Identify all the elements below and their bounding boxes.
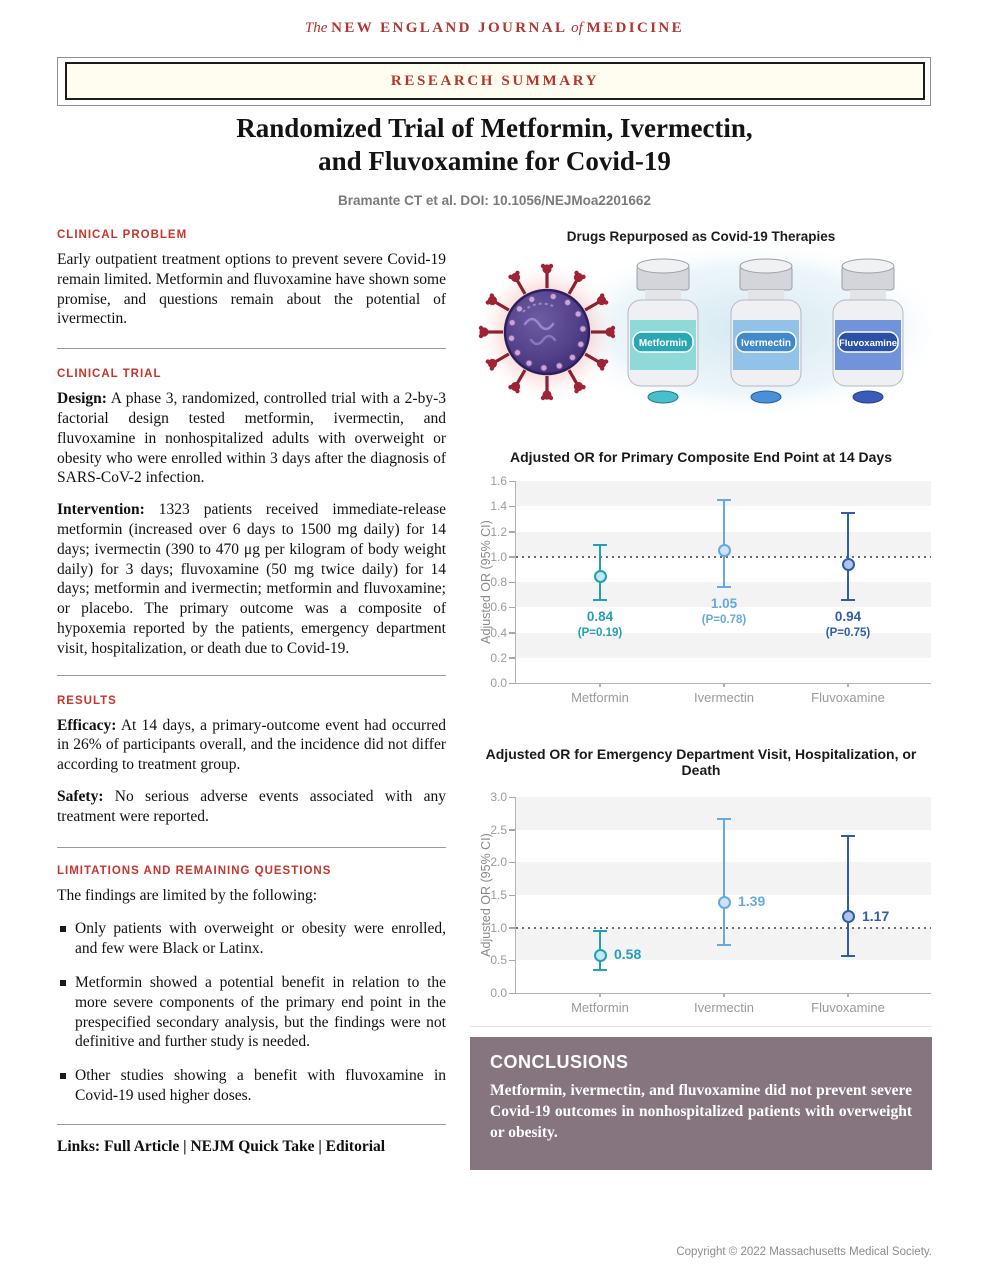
bottle-label: Metformin	[638, 338, 688, 349]
masthead-of: of	[571, 20, 583, 36]
list-item	[57, 973, 446, 1052]
list-item	[57, 919, 446, 959]
intervention-paragraph	[57, 500, 446, 658]
link-editorial[interactable]: Editorial	[325, 1137, 386, 1155]
bottle-label: Fluvoxamine	[838, 338, 898, 349]
bullet-text: Other studies showing a benefit with fluvoxamine in Covid-19 used higher doses.	[75, 1067, 446, 1104]
masthead-the: The	[304, 20, 328, 36]
research-summary-banner: RESEARCH SUMMARY	[65, 62, 925, 100]
chart-ed-visit-hospitalization-death: Adjusted OR for Emergency Department Visit, Hospitalization, or Death Adjusted OR (95% CI) 3.0 2.5 2.0 1.5 1.0 0.5 0.0 Metformin 0.58 Ivermectin 1.39 Fluvoxamine 1.17	[470, 742, 932, 1027]
bullet-square-icon	[60, 980, 66, 986]
pill	[751, 391, 781, 403]
article-title-line1: Randomized Trial of Metformin, Ivermectin,	[236, 113, 753, 143]
section-heading-limitations: LIMITATIONS AND REMAINING QUESTIONS	[57, 864, 332, 877]
coronavirus-icon	[475, 260, 619, 404]
y-axis-label: Adjusted OR (95% CI)	[479, 520, 493, 644]
chart-title: Adjusted OR for Emergency Department Visit, Hospitalization, or Death	[485, 746, 917, 778]
list-item	[57, 1066, 446, 1106]
figure-title: Drugs Repurposed as Covid-19 Therapies	[566, 229, 836, 244]
section-heading-clinical-trial: CLINICAL TRIAL	[57, 368, 162, 381]
safety-text: No serious adverse events associated with any treatment were reported.	[57, 787, 446, 825]
links-separator: |	[183, 1137, 187, 1155]
section-divider	[57, 1124, 446, 1125]
figure-bottom-rule	[470, 1026, 932, 1027]
bullet-square-icon	[60, 926, 66, 932]
design-paragraph	[57, 389, 446, 488]
chart-title: Adjusted OR for Primary Composite End Point at 14 Days	[510, 449, 892, 465]
bullet-square-icon	[60, 1073, 66, 1079]
pill	[853, 391, 883, 403]
design-text: A phase 3, randomized, controlled trial with a 2-by-3 factorial design tested metformin, ivermectin, and fluvoxamine in nonhospitalized adults with overweight or obesity who were enrolled within 3 days after the diagnosis of SARS-CoV-2 infection.	[57, 390, 446, 487]
chart-primary-composite-endpoint: Adjusted OR for Primary Composite End Point at 14 Days Adjusted OR (95% CI) 1.6 1.4 1.2 1.0 0.8 0.6 0.4 0.2 0.0 Metformin 0.84 (P=0.19) Ivermectin 1.05 (P=0.78) Fluvoxamine 0.94 (P=0.75)	[470, 445, 932, 720]
y-axis-label: Adjusted OR (95% CI)	[479, 833, 493, 957]
bullet-text: Metformin showed a potential benefit in relation to the more severe components of the primary end point in the prespecified secondary analysis, but the findings were not definitive and further study is needed.	[75, 973, 446, 1051]
safety-lead: Safety:	[57, 787, 104, 805]
metformin-bottle	[628, 259, 698, 403]
pill	[648, 391, 678, 403]
data-point-fluvoxamine	[842, 558, 855, 571]
conclusions-text: Metformin, ivermectin, and fluvoxamine did not prevent severe Covid-19 outcomes in nonhospitalized patients with overweight or obesity.	[490, 1082, 912, 1141]
drugs-illustration	[470, 248, 932, 433]
section-heading-results: RESULTS	[57, 694, 117, 707]
data-point-ivermectin	[718, 896, 731, 909]
journal-masthead	[0, 20, 989, 37]
efficacy-paragraph	[57, 716, 446, 775]
links-lead: Links:	[57, 1137, 101, 1155]
safety-paragraph	[57, 787, 446, 827]
left-text-column	[57, 226, 446, 1156]
masthead-journal-name: NEW ENGLAND JOURNAL	[331, 20, 568, 36]
bullet-text: Only patients with overweight or obesity were enrolled, and few were Black or Latinx.	[75, 920, 446, 958]
data-point-fluvoxamine	[842, 910, 855, 923]
byline-doi: Bramante CT et al. DOI: 10.1056/NEJMoa2201662	[338, 193, 651, 208]
section-divider	[57, 675, 446, 676]
links-separator: |	[318, 1137, 322, 1155]
data-point-metformin	[594, 949, 607, 962]
efficacy-text: At 14 days, a primary-outcome event had occurred in 26% of participants overall, and the incidence did not differ according to treatment group.	[57, 716, 446, 774]
intervention-lead: Intervention:	[57, 501, 145, 519]
copyright-notice: Copyright © 2022 Massachusetts Medical Society.	[676, 1246, 932, 1258]
links-line	[57, 1138, 446, 1156]
link-nejm-quick-take[interactable]: NEJM Quick Take	[190, 1137, 315, 1155]
clinical-problem-text: Early outpatient treatment options to prevent severe Covid-19 remain limited. Metformin and fluvoxamine have shown some promise, and questions remain about the potential of ivermectin.	[57, 251, 446, 328]
conclusions-heading: CONCLUSIONS	[490, 1052, 629, 1072]
article-title	[0, 112, 989, 178]
fluvoxamine-bottle	[833, 259, 903, 403]
section-heading-clinical-problem: CLINICAL PROBLEM	[57, 229, 188, 241]
masthead-medicine: MEDICINE	[586, 20, 685, 36]
design-lead: Design:	[57, 390, 107, 408]
section-divider	[57, 348, 446, 349]
efficacy-lead: Efficacy:	[57, 716, 117, 734]
conclusions-box	[470, 1037, 932, 1170]
intervention-text: 1323 patients received immediate-release metformin (increased over 6 days to 1500 mg daily) for 14 days; ivermectin (390 to 470 μg per kilogram of body weight daily) for 3 days; fluvoxamine (50 mg twice daily) for 14 days; metformin and ivermectin; metformin and fluvoxamine; or placebo. The primary outcome was a composite of hypoxemia reported by the patients, emergency department visit, hospitalization, or death due to Covid-19.	[57, 501, 446, 657]
ivermectin-bottle	[731, 259, 801, 403]
link-full-article[interactable]: Full Article	[103, 1137, 180, 1155]
data-point-metformin	[594, 570, 607, 583]
limitations-intro: The findings are limited by the following:	[57, 886, 318, 904]
section-divider	[57, 847, 446, 848]
data-point-ivermectin	[718, 544, 731, 557]
bottle-label: Ivermectin	[740, 338, 792, 349]
article-title-line2: and Fluvoxamine for Covid-19	[318, 146, 671, 176]
